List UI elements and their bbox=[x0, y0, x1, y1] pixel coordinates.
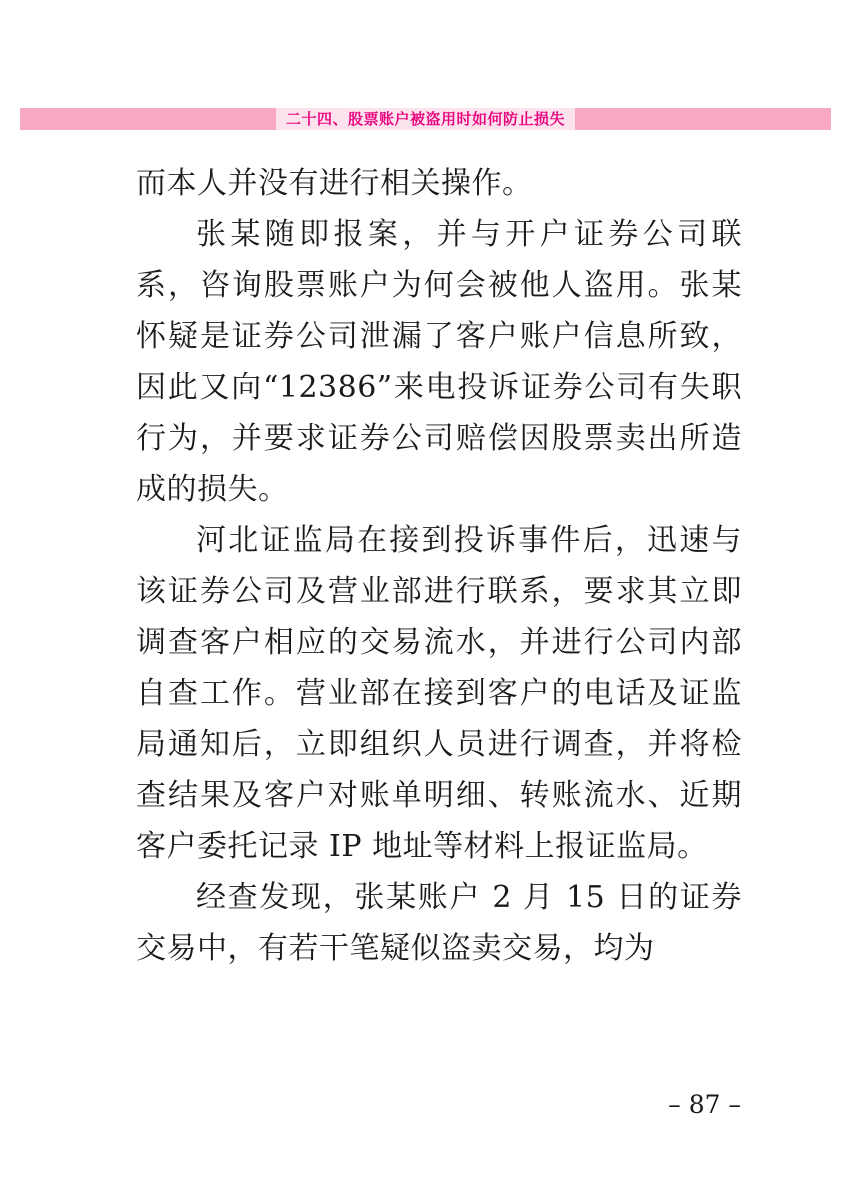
running-header bbox=[20, 104, 831, 134]
paragraph: 经查发现，张某账户 2 月 15 日的证券交易中，有若干笔疑似盗卖交易，均为 bbox=[136, 880, 742, 966]
body-text bbox=[136, 158, 742, 974]
header-title: 二十四、股票账户被盗用时如何防止损失 bbox=[276, 108, 575, 130]
paragraph: 张某随即报案，并与开户证券公司联系，咨询股票账户为何会被他人盗用。张某怀疑是证券公司泄漏了客户账户信息所致，因此又向“12386”来电投诉证券公司有失职行为，并要求证券公司赔偿因股票卖出所造成的损失。 bbox=[136, 217, 742, 507]
header-rule-right bbox=[575, 108, 831, 130]
paragraph: 而本人并没有进行相关操作。 bbox=[136, 166, 533, 201]
paragraph: 河北证监局在接到投诉事件后，迅速与该证券公司及营业部进行联系，要求其立即调查客户相应的交易流水，并进行公司内部自查工作。营业部在接到客户的电话及证监局通知后，立即组织人员进行调查，并将检查结果及客户对账单明细、转账流水、近期客户委托记录 IP 地址等材料上报证监局。 bbox=[136, 523, 742, 864]
page-number: – 87 – bbox=[668, 1090, 741, 1119]
header-rule-left bbox=[20, 108, 276, 130]
